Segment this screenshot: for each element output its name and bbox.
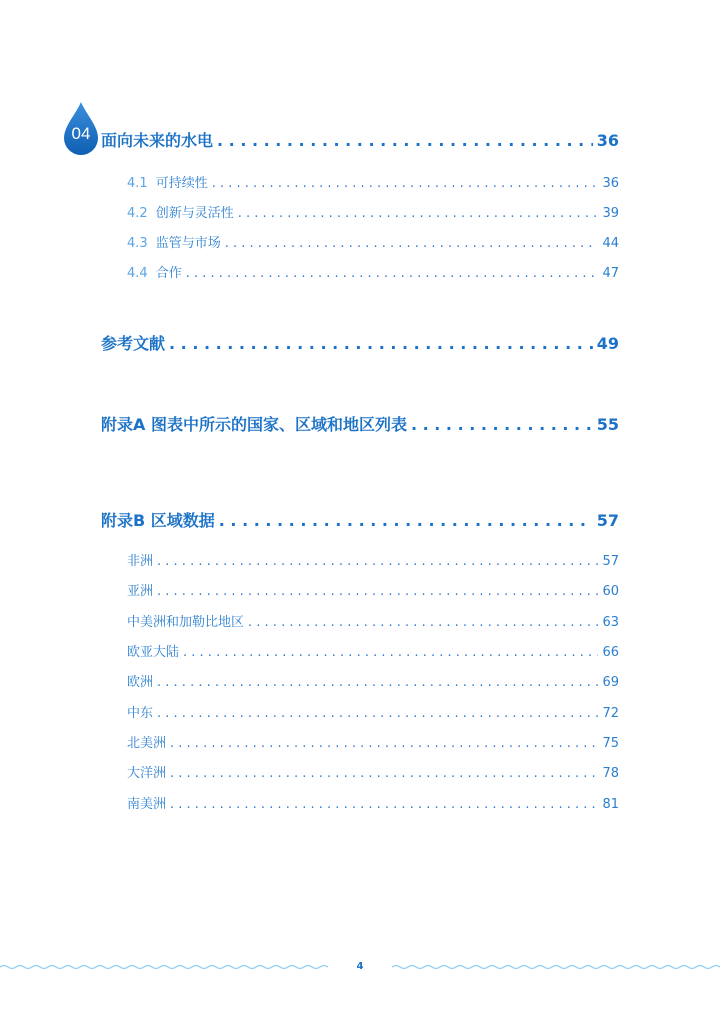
toc-title: 可持续性 bbox=[155, 176, 208, 191]
toc-page-number: 47 bbox=[602, 266, 619, 281]
toc-page-number: 72 bbox=[602, 706, 619, 721]
toc-title: 中美洲和加勒比地区 bbox=[127, 615, 245, 630]
toc-page-number: 81 bbox=[602, 797, 619, 812]
dot-leader bbox=[157, 675, 598, 690]
section-number: 4.4 bbox=[127, 266, 148, 281]
toc-entry-central-america-caribbean[interactable] bbox=[127, 611, 619, 630]
toc-entry-oceania[interactable] bbox=[127, 762, 619, 781]
dot-leader bbox=[170, 797, 598, 812]
dot-leader bbox=[238, 206, 599, 221]
toc-page-number: 63 bbox=[602, 615, 619, 630]
toc-entry-south-america[interactable] bbox=[127, 793, 619, 812]
dot-leader bbox=[157, 584, 598, 599]
toc-entry-eurasia[interactable] bbox=[127, 641, 619, 660]
toc-title: 非洲 bbox=[127, 554, 154, 569]
dot-leader bbox=[157, 706, 598, 721]
toc-title: 创新与灵活性 bbox=[155, 206, 234, 221]
toc-page-number: 49 bbox=[596, 334, 619, 353]
dot-leader bbox=[411, 415, 593, 434]
toc-page-number: 78 bbox=[602, 766, 619, 781]
wave-divider-right bbox=[392, 962, 721, 972]
toc-title: 大洋洲 bbox=[127, 766, 167, 781]
toc-entry-appendix-b[interactable] bbox=[101, 508, 619, 531]
toc-page-number: 55 bbox=[596, 415, 619, 434]
toc-page-number: 44 bbox=[602, 236, 619, 251]
toc-title: 北美洲 bbox=[127, 736, 167, 751]
toc-entry-references[interactable] bbox=[101, 331, 619, 354]
toc-page-number: 69 bbox=[602, 675, 619, 690]
toc-title: 欧亚大陆 bbox=[127, 645, 180, 660]
toc-entry-europe[interactable] bbox=[127, 671, 619, 690]
toc-entry-appendix-a[interactable] bbox=[101, 412, 619, 435]
toc-title: 南美洲 bbox=[127, 797, 167, 812]
dot-leader bbox=[170, 766, 598, 781]
toc-entry-asia[interactable] bbox=[127, 580, 619, 599]
page-number: 4 bbox=[356, 961, 364, 972]
dot-leader bbox=[219, 511, 593, 530]
toc-entry-middle-east[interactable] bbox=[127, 702, 619, 721]
wave-divider-left bbox=[0, 962, 330, 972]
toc-entry-north-america[interactable] bbox=[127, 732, 619, 751]
toc-page-number: 39 bbox=[602, 206, 619, 221]
toc-page-number: 75 bbox=[602, 736, 619, 751]
dot-leader bbox=[169, 334, 593, 353]
dot-leader bbox=[225, 236, 599, 251]
dot-leader bbox=[212, 176, 599, 191]
dot-leader bbox=[186, 266, 599, 281]
toc-title: 面向未来的水电 bbox=[101, 131, 214, 150]
toc-entry-4-2[interactable] bbox=[127, 202, 619, 221]
toc-page-number: 36 bbox=[602, 176, 619, 191]
dot-leader bbox=[217, 131, 593, 150]
toc-title: 附录A 图表中所示的国家、区域和地区列表 bbox=[101, 415, 407, 434]
toc-entry-africa[interactable] bbox=[127, 550, 619, 569]
section-number: 4.2 bbox=[127, 206, 148, 221]
toc-entry-4-4[interactable] bbox=[127, 262, 619, 281]
toc-title: 监管与市场 bbox=[155, 236, 221, 251]
toc-title: 欧洲 bbox=[127, 675, 154, 690]
dot-leader bbox=[157, 554, 598, 569]
toc-title: 中东 bbox=[127, 706, 154, 721]
section-number: 4.1 bbox=[127, 176, 148, 191]
toc-title: 参考文献 bbox=[101, 334, 166, 353]
dot-leader bbox=[248, 615, 598, 630]
section-number: 4.3 bbox=[127, 236, 148, 251]
toc-entry-chapter-04[interactable] bbox=[101, 128, 619, 151]
dot-leader bbox=[170, 736, 598, 751]
toc-title: 亚洲 bbox=[127, 584, 154, 599]
toc-entry-4-3[interactable] bbox=[127, 232, 619, 251]
toc-title: 附录B 区域数据 bbox=[101, 511, 215, 530]
toc-page-number: 36 bbox=[596, 131, 619, 150]
toc-entry-4-1[interactable] bbox=[127, 172, 619, 191]
dot-leader bbox=[183, 645, 598, 660]
toc-page-number: 57 bbox=[596, 511, 619, 530]
toc-page-number: 66 bbox=[602, 645, 619, 660]
toc-page-number: 57 bbox=[602, 554, 619, 569]
toc-title: 合作 bbox=[155, 266, 182, 281]
chapter-badge: 04 bbox=[71, 124, 91, 143]
toc-page-number: 60 bbox=[602, 584, 619, 599]
